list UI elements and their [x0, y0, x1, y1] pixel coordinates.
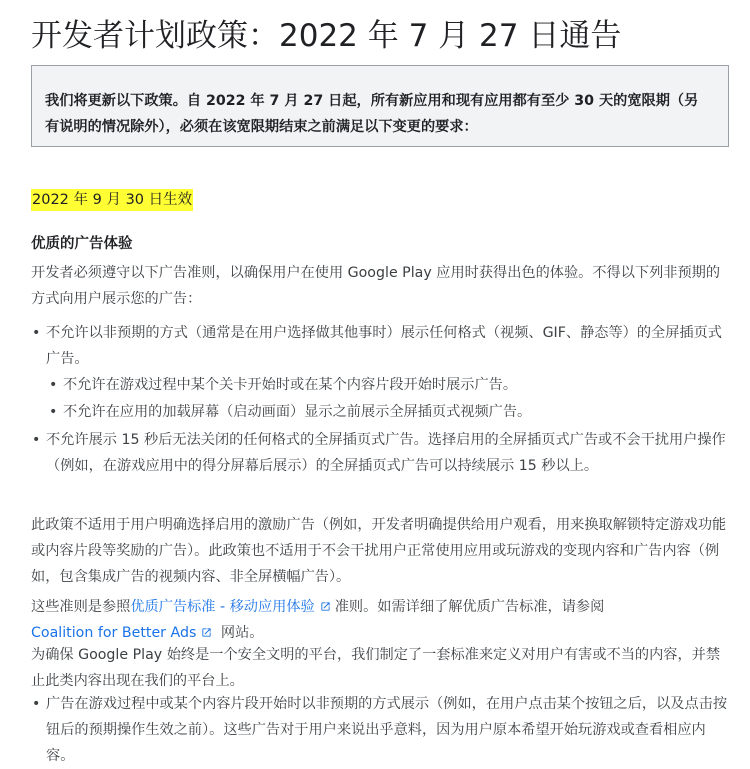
bullet-item: • 不允许以非预期的方式（通常是在用户选择做其他事时）展示任何格式（视频、GIF、静态等）的全屏插页式广告。 — [46, 320, 731, 372]
safety-paragraph: 为确保 Google Play 始终是一个安全文明的平台，我们制定了一套标准来定义对用户有害或不当的内容，并禁止此类内容出现在我们的平台上。 — [31, 647, 721, 689]
intro-paragraph: 开发者必须遵守以下广告准则，以确保用户在使用 Google Play 应用时获得出色的体验。不得以下列非预期的方式向用户展示您的广告： — [31, 265, 721, 307]
better-ads-standards-link[interactable]: 优质广告标准 - 移动应用体验 — [130, 599, 315, 615]
external-link-icon[interactable] — [320, 601, 331, 612]
bullet-item-nested: • 不允许在游戏过程中某个关卡开始时或在某个内容片段开始时展示广告。 — [63, 372, 731, 398]
coalition-better-ads-link[interactable]: Coalition for Better Ads — [31, 625, 197, 641]
bullet-dot: • — [49, 404, 58, 420]
guidelines-paragraph: 这些准则是参照优质广告标准 - 移动应用体验 准则。如需详细了解优质广告标准，请参阅 Coalition for Better Ads 网站。 — [31, 599, 605, 641]
bullet-item: • 不允许展示 15 秒后无法关闭的任何格式的全屏插页式广告。选择启用的全屏插页式广告或不会干扰用户操作（例如，在游戏应用中的得分屏幕后展示）的全屏插页式广告可以持续展示 15 秒以上。 — [46, 427, 731, 479]
bullet-item-nested: • 不允许在应用的加载屏幕（启动画面）显示之前展示全屏插页式视频广告。 — [63, 399, 731, 425]
bullet-dot: • — [32, 696, 41, 712]
bullet-dot: • — [32, 325, 41, 341]
effective-date-highlight: 2022 年 9 月 30 日生效 — [31, 189, 193, 211]
notice-text: 我们将更新以下政策。自 2022 年 7 月 27 日起，所有新应用和现有应用都有至少 30 天的宽限期（另有说明的情况除外），必须在该宽限期结束之前满足以下变更的要求： — [45, 93, 699, 135]
page-title: 开发者计划政策：2022 年 7 月 27 日通告 — [31, 18, 622, 54]
external-link-icon[interactable] — [201, 627, 212, 638]
bullet-dot: • — [49, 377, 58, 393]
section-heading: 优质的广告体验 — [31, 236, 133, 252]
bullet-dot: • — [32, 432, 41, 448]
notice-box — [31, 65, 729, 147]
bullet-item: • 广告在游戏过程中或某个内容片段开始时以非预期的方式展示（例如，在用户点击某个按钮之后，以及点击按钮后的预期操作生效之前）。这些广告对于用户来说出乎意料，因为用户原本希望开始玩游戏或查看相应内容。 — [46, 691, 731, 769]
exception-paragraph: 此政策不适用于用户明确选择启用的激励广告（例如，开发者明确提供给用户观看，用来换取解锁特定游戏功能或内容片段等奖励的广告）。此政策也不适用于不会干扰用户正常使用应用或玩游戏的变现内容和广告内容（例如，包含集成广告的视频内容、非全屏横幅广告）。 — [31, 517, 727, 585]
